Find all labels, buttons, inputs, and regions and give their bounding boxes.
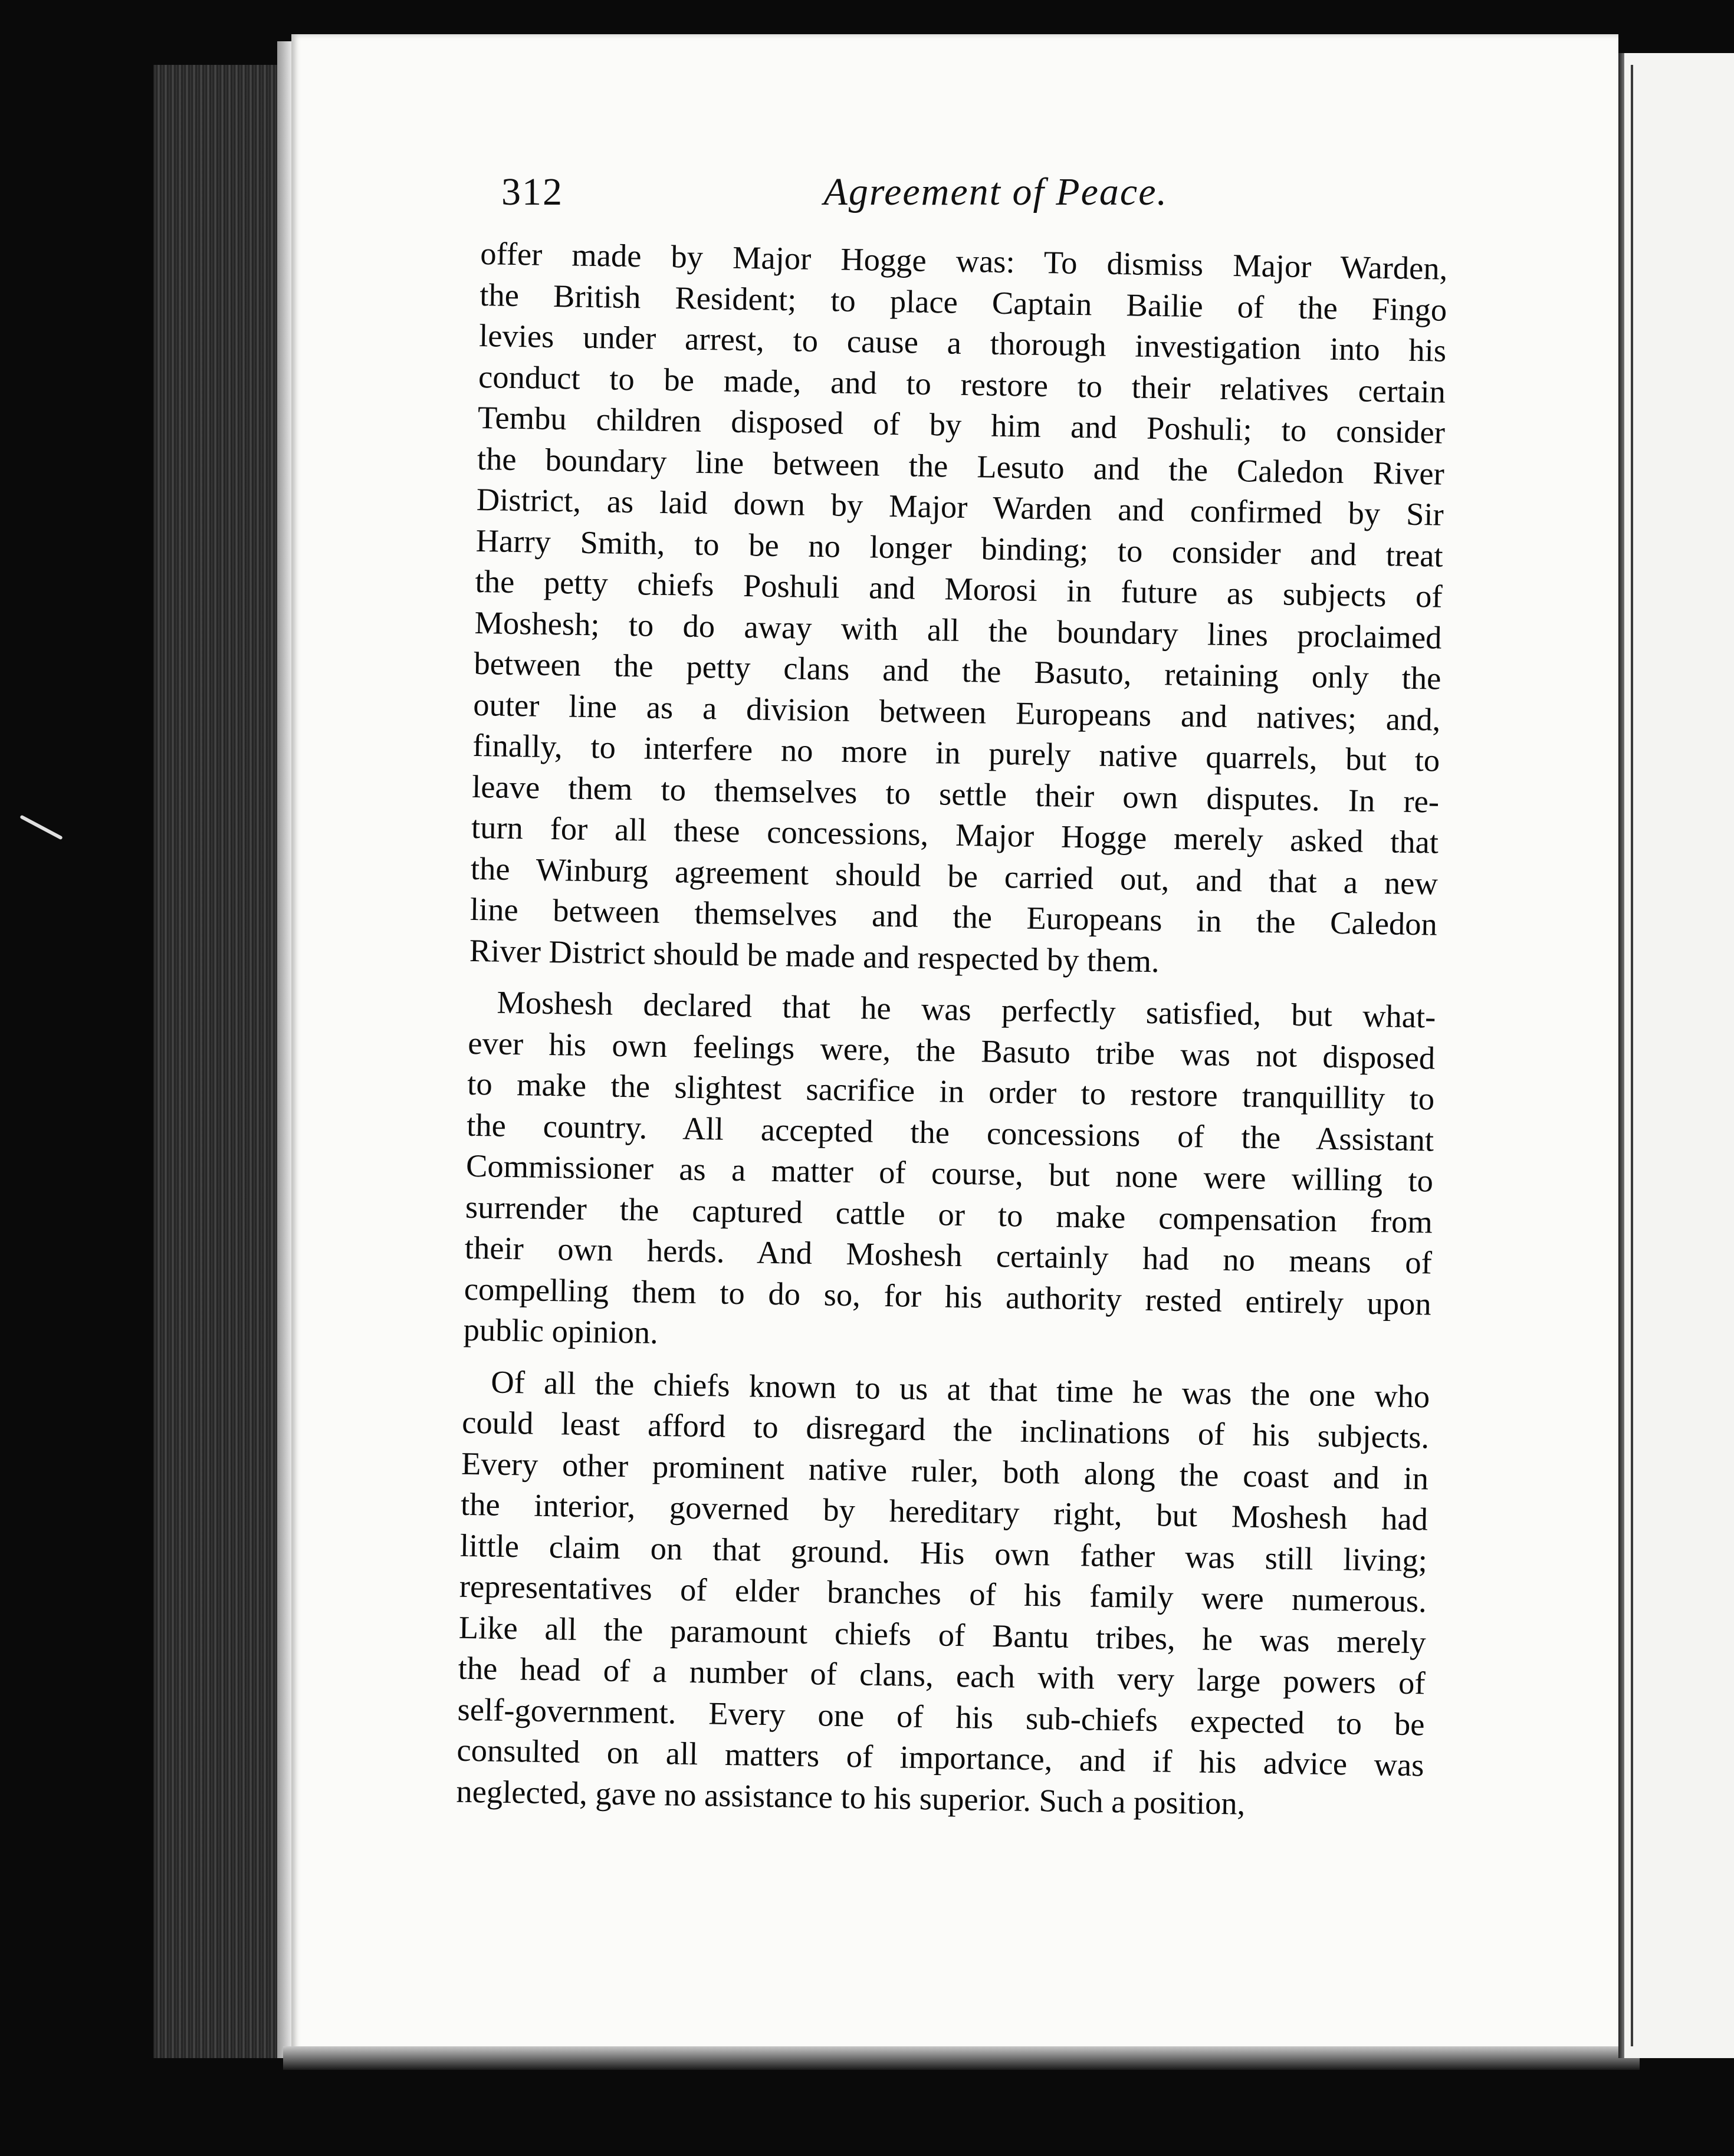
text-line: the country. All accepted the concessions of the Assistant xyxy=(466,1106,1434,1158)
text-line: leave them to themselves to settle their own disputes. In re- xyxy=(471,768,1440,820)
text-line: their own herds. And Moshesh certainly had no means of xyxy=(464,1229,1433,1281)
paragraph xyxy=(469,233,1447,986)
text-line: self-government. Every one of his sub-chiefs expected to be xyxy=(457,1691,1425,1742)
gutter-shadow xyxy=(1618,53,1624,2058)
paragraph xyxy=(463,981,1436,1365)
text-line: levies under arrest, to cause a thorough investigation into his xyxy=(478,317,1447,369)
text-line: Moshesh; to do away with all the boundary lines proclaimed xyxy=(474,604,1442,656)
page-bottom-shadow xyxy=(283,2046,1640,2070)
text-line: conduct to be made, and to restore to their relatives certain xyxy=(478,358,1446,410)
text-line: surrender the captured cattle or to make compensation from xyxy=(465,1188,1433,1240)
text-line: the interior, governed by hereditary right, but Moshesh had xyxy=(460,1485,1428,1537)
margin-scratch xyxy=(19,815,63,840)
text-line: little claim on that ground. His own father was still living; xyxy=(459,1527,1428,1578)
text-line: to make the slightest sacrifice in order to restore tranquillity to xyxy=(467,1065,1435,1117)
paragraph xyxy=(456,1360,1430,1826)
text-line: Every other prominent native ruler, both along the coast and in xyxy=(461,1445,1429,1496)
text-line: neglected, gave no assistance to his superior. Such a position, xyxy=(456,1773,1246,1822)
text-line: line between themselves and the Europeans in the Caledon xyxy=(469,890,1438,942)
page-edge-highlight xyxy=(277,41,291,2058)
text-line: consulted on all matters of importance, and if his advice was xyxy=(457,1731,1424,1783)
facing-page-sliver xyxy=(1618,53,1734,2058)
text-line: the British Resident; to place Captain Bailie of the Fingo xyxy=(479,276,1447,328)
text-line: District, as laid down by Major Warden and confirmed by Sir xyxy=(476,481,1444,533)
text-line: ever his own feelings were, the Basuto tribe was not disposed xyxy=(467,1024,1436,1076)
text-line: Commissioner as a matter of course, but none were willing to xyxy=(465,1147,1434,1199)
facing-page-edge xyxy=(1631,65,1633,2046)
text-line: could least afford to disregard the inclinations of his subjects. xyxy=(461,1404,1430,1455)
text-line: representatives of elder branches of his family were numerous. xyxy=(459,1567,1427,1619)
text-line: compelling them to do so, for his authority rested entirely upon xyxy=(464,1270,1432,1322)
text-line: the Winburg agreement should be carried out, and that a new xyxy=(470,850,1439,902)
book-fore-edge xyxy=(153,65,283,2058)
running-head xyxy=(501,164,1168,223)
text-line: public opinion. xyxy=(463,1311,659,1350)
text-line: outer line as a division between Europeans and natives; and, xyxy=(472,686,1441,738)
text-line: the petty chiefs Poshuli and Morosi in future as subjects of xyxy=(475,563,1443,614)
text-line: Moshesh declared that he was perfectly satisfied, but what- xyxy=(497,984,1436,1035)
text-line: Harry Smith, to be no longer binding; to consider and treat xyxy=(475,522,1444,574)
text-line: Like all the paramount chiefs of Bantu tribes, he was merely xyxy=(458,1609,1427,1660)
running-title: Agreement of Peace. xyxy=(823,170,1168,213)
page-number: 312 xyxy=(501,170,563,213)
text-line: the head of a number of clans, each with very large powers of xyxy=(458,1649,1426,1701)
text-line: River District should be made and respected by them. xyxy=(469,932,1160,979)
text-line: turn for all these concessions, Major Hogge merely asked that xyxy=(471,808,1439,860)
text-line: finally, to interfere no more in purely native quarrels, but to xyxy=(472,727,1440,778)
text-line: the boundary line between the Lesuto and the Caledon River xyxy=(477,440,1445,492)
text-line: offer made by Major Hogge was: To dismiss Major Warden, xyxy=(480,235,1448,287)
text-line: between the petty clans and the Basuto, retaining only the xyxy=(474,645,1441,696)
text-line: Of all the chiefs known to us at that time he was the one who xyxy=(490,1363,1430,1415)
body-text xyxy=(456,233,1448,1826)
text-line: Tembu children disposed of by him and Poshuli; to consider xyxy=(477,399,1446,451)
